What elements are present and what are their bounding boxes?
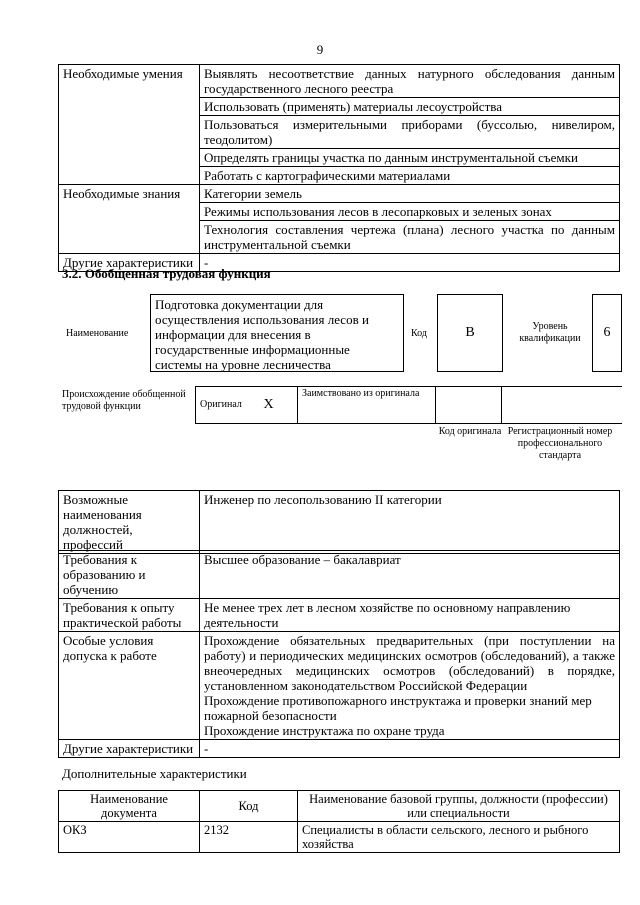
function-name: Подготовка документации для осуществления использования лесов и информации для внесения в государственные информационные системы на уровне лесничества bbox=[150, 294, 404, 372]
header-group: Наименование базовой группы, должности (профессии) или специальности bbox=[298, 791, 620, 822]
origin-table bbox=[195, 386, 622, 424]
level-label: Уровень квалификации bbox=[519, 321, 581, 344]
row-document: ОКЗ bbox=[59, 822, 200, 853]
requirements-table bbox=[58, 550, 620, 758]
section-title: 3.2. Обобщенная трудовая функция bbox=[62, 266, 271, 281]
code-original-cell bbox=[436, 387, 502, 424]
positions-label: Возможные наименования должностей, профессий bbox=[59, 491, 200, 554]
skill-item: Определять границы участка по данным инструментальной съемки bbox=[200, 149, 620, 167]
conditions-value bbox=[200, 632, 620, 740]
row-code: 2132 bbox=[200, 822, 298, 853]
condition-item: Прохождение противопожарного инструктажа и проверки знаний мер пожарной безопасности bbox=[204, 693, 592, 723]
education-label: Требования к образованию и обучению bbox=[59, 551, 200, 599]
header-code: Код bbox=[200, 791, 298, 822]
positions-value: Инженер по лесопользованию II категории bbox=[200, 491, 620, 554]
skill-item: Пользоваться измерительными приборами (буссолью, нивелиром, теодолитом) bbox=[200, 116, 620, 149]
reg-number-cell bbox=[502, 387, 623, 424]
req-other-label: Другие характеристики bbox=[59, 740, 200, 758]
origin-label: Происхождение обобщенной трудовой функции bbox=[62, 389, 186, 412]
experience-value: Не менее трех лет в лесном хозяйстве по основному направлению деятельности bbox=[200, 599, 620, 632]
knowledge-item: Технология составления чертежа (плана) лесного участка по данным инструментальной съемки bbox=[200, 221, 620, 254]
experience-label: Требования к опыту практической работы bbox=[59, 599, 200, 632]
condition-item: Прохождение обязательных предварительных (при поступлении на работу) и периодических медицинских осмотров (обследований), а также внеочередных медицинских осмотров (обследований) в порядке, установленном законодательством Российской Федерации bbox=[204, 633, 615, 693]
skill-item: Использовать (применять) материалы лесоустройства bbox=[200, 98, 620, 116]
original-mark: X bbox=[260, 387, 298, 424]
additional-title: Дополнительные характеристики bbox=[62, 766, 247, 781]
req-other-value: - bbox=[200, 740, 620, 758]
name-label: Наименование bbox=[66, 328, 129, 339]
header-document: Наименование документа bbox=[59, 791, 200, 822]
page-number: 9 bbox=[316, 42, 324, 57]
knowledge-label: Необходимые знания bbox=[59, 185, 200, 254]
positions-table bbox=[58, 490, 620, 554]
other-value: - bbox=[200, 254, 620, 272]
skills-table bbox=[58, 64, 620, 272]
other-label: Другие характеристики bbox=[59, 254, 200, 272]
knowledge-item: Категории земель bbox=[200, 185, 620, 203]
condition-item: Прохождение инструктажа по охране труда bbox=[204, 723, 445, 738]
knowledge-item: Режимы использования лесов в лесопарковых и зеленых зонах bbox=[200, 203, 620, 221]
code-original-caption: Код оригинала bbox=[438, 426, 502, 437]
code-label: Код bbox=[411, 328, 427, 339]
skill-item: Работать с картографическими материалами bbox=[200, 167, 620, 185]
education-value: Высшее образование – бакалавриат bbox=[200, 551, 620, 599]
conditions-label: Особые условия допуска к работе bbox=[59, 632, 200, 740]
original-label: Оригинал bbox=[196, 387, 260, 424]
borrowed-label: Заимствовано из оригинала bbox=[298, 387, 436, 424]
row-group: Специалисты в области сельского, лесного и рыбного хозяйства bbox=[298, 822, 620, 853]
additional-table bbox=[58, 790, 620, 853]
skills-label: Необходимые умения bbox=[59, 65, 200, 185]
skill-item: Выявлять несоответствие данных натурного обследования данным государственного лесного реестра bbox=[200, 65, 620, 98]
code-value: B bbox=[437, 294, 503, 372]
level-value: 6 bbox=[592, 294, 622, 372]
reg-number-caption: Регистрационный номер профессионального стандарта bbox=[507, 426, 613, 461]
